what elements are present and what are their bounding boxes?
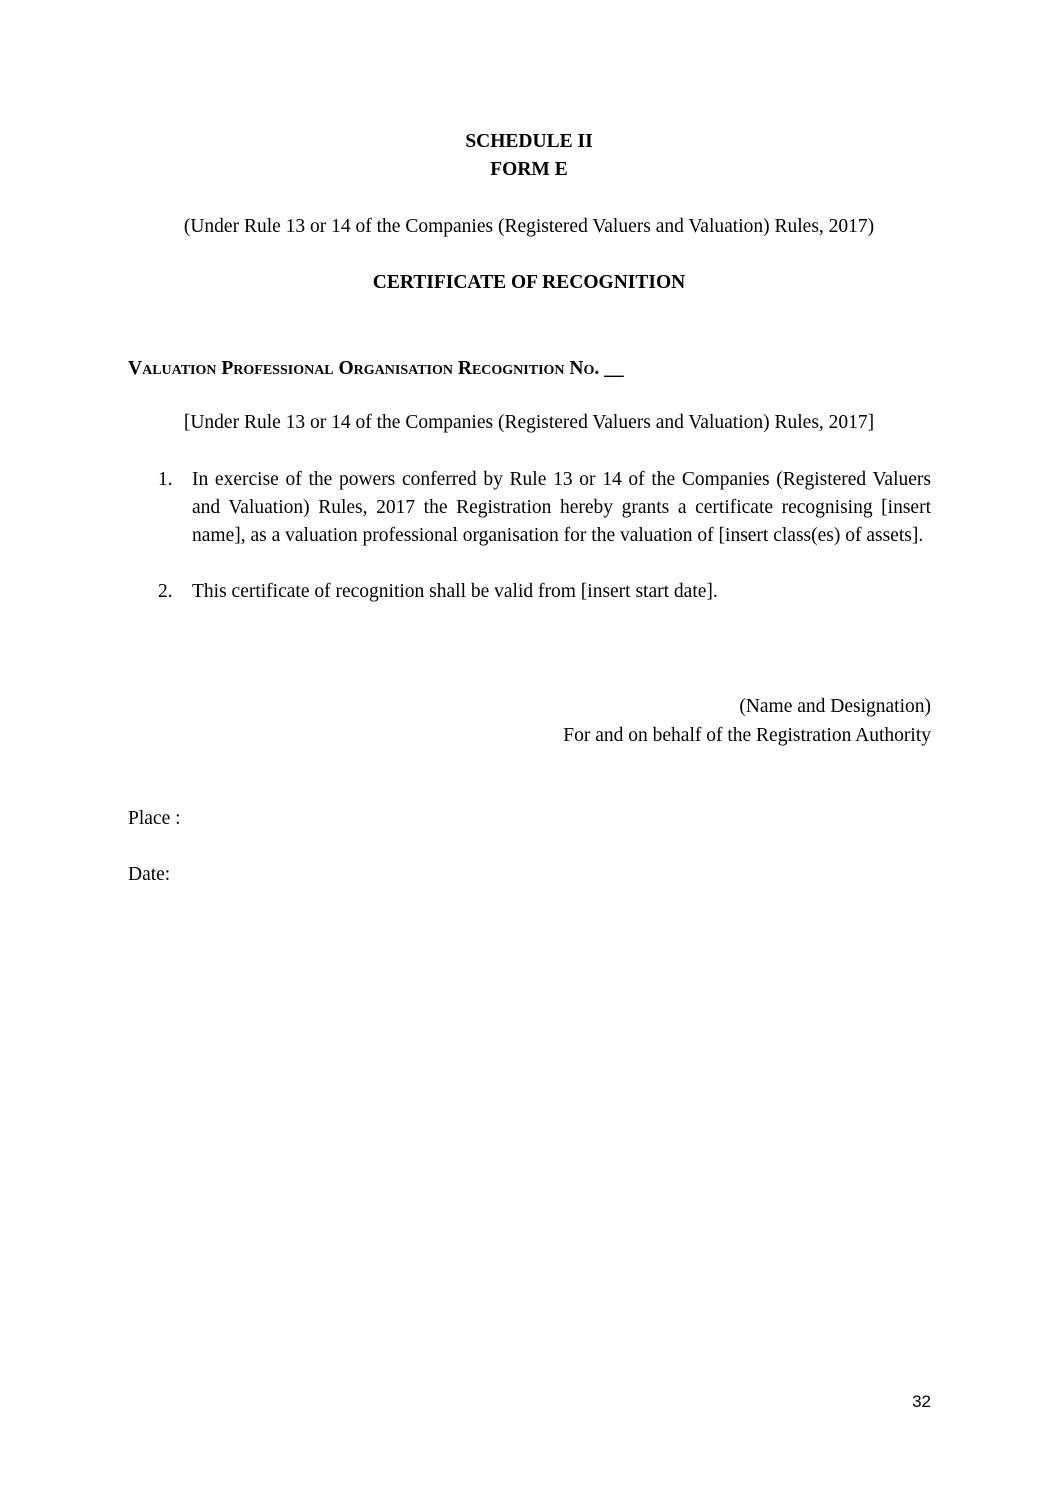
- page-number: 32: [912, 1392, 931, 1411]
- clause-number: 2.: [158, 581, 173, 602]
- clause-text: This certificate of recognition shall be valid from [insert start date].: [192, 581, 718, 602]
- numbered-clauses: [128, 466, 931, 606]
- certificate-title: CERTIFICATE OF RECOGNITION: [372, 272, 686, 293]
- name-and-designation: (Name and Designation): [739, 696, 931, 717]
- recognition-number-line: Valuation Professional Organisation Recognition No. __: [128, 358, 624, 379]
- clause-text: In exercise of the powers conferred by Rule 13 or 14 of the Companies (Registered Valuers and Valuation) Rules, 2017 the Registration hereby grants a certificate recognising [insert name], as a valuation professional organisation for the valuation of [insert class(es) of assets].: [192, 469, 931, 546]
- place-label: Place :: [128, 808, 181, 829]
- clause-item: [128, 578, 931, 606]
- clause-item: [128, 466, 931, 550]
- on-behalf-line: For and on behalf of the Registration Authority: [563, 725, 931, 746]
- clause-number: 1.: [158, 469, 173, 490]
- schedule-heading: SCHEDULE II: [465, 131, 593, 152]
- form-heading: FORM E: [490, 159, 568, 180]
- rule-reference: (Under Rule 13 or 14 of the Companies (Registered Valuers and Valuation) Rules, 2017): [183, 216, 875, 237]
- date-label: Date:: [128, 864, 171, 885]
- rule-reference-bracketed: [Under Rule 13 or 14 of the Companies (Registered Valuers and Valuation) Rules, 2017]: [183, 412, 875, 433]
- signature-block: [563, 692, 931, 750]
